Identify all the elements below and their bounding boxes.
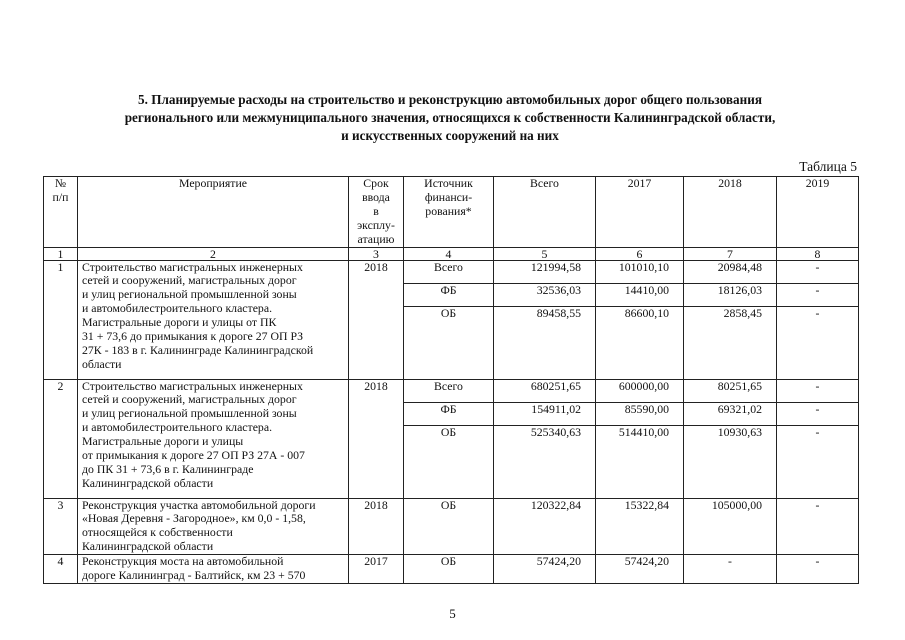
row-term: 2017 (349, 555, 404, 584)
header-2017: 2017 (596, 177, 684, 248)
row-source: ОБ (404, 498, 494, 555)
column-number: 8 (777, 247, 859, 260)
row-2019: - (777, 402, 859, 425)
desc-line: Магистральные дороги и улицы (82, 434, 244, 449)
row-2017: 57424,20 (596, 555, 684, 584)
table-caption: Таблица 5 (799, 159, 857, 174)
desc-line: и автомобилестроительного кластера. (82, 420, 273, 435)
desc-line: и улиц региональной промышленной зоны (82, 406, 297, 421)
row-2017: 85590,00 (596, 402, 684, 425)
heading-line: регионального или межмуниципального значения, относящихся к собственности Калининградской области, (124, 110, 776, 125)
row-source: ФБ (404, 402, 494, 425)
row-term: 2018 (349, 498, 404, 555)
desc-line: и улиц региональной промышленной зоны (82, 287, 297, 302)
desc-line: от примыкания к дороге 27 ОП РЗ 27А - 007 (82, 448, 305, 463)
row-description (78, 498, 349, 555)
row-number: 1 (44, 260, 78, 379)
desc-line: сетей и сооружений, магистральных дорог (82, 273, 297, 288)
heading-line: и искусственных сооружений на них (341, 128, 559, 143)
column-number: 3 (349, 247, 404, 260)
row-total: 121994,58 (494, 260, 596, 283)
expenses-table (43, 176, 859, 584)
column-number: 2 (78, 247, 349, 260)
header-term (349, 177, 404, 248)
header-source (404, 177, 494, 248)
header-text: в эксплу- (357, 203, 395, 232)
row-total: 89458,55 (494, 306, 596, 379)
document-heading (40, 91, 860, 145)
header-2018: 2018 (684, 177, 777, 248)
row-source: Всего (404, 379, 494, 402)
row-source: ОБ (404, 306, 494, 379)
desc-line: 31 + 73,6 до примыкания к дороге 27 ОП РЗ (82, 329, 304, 344)
row-source: ОБ (404, 425, 494, 498)
desc-line: области (82, 356, 122, 371)
desc-line: дороге Калининград - Балтийск, км 23 + 570 (82, 568, 306, 583)
table-row (44, 498, 859, 555)
desc-line: Калининградской области (82, 475, 214, 490)
table-row (44, 555, 859, 584)
column-number: 7 (684, 247, 777, 260)
row-2017: 15322,84 (596, 498, 684, 555)
row-2018: - (684, 555, 777, 584)
row-2018: 2858,45 (684, 306, 777, 379)
row-2019: - (777, 425, 859, 498)
header-text: ввода (362, 189, 390, 204)
row-2018: 20984,48 (684, 260, 777, 283)
header-event: Мероприятие (78, 177, 349, 248)
desc-line: Строительство магистральных инженерных (82, 378, 303, 393)
row-2019: - (777, 555, 859, 584)
header-2019: 2019 (777, 177, 859, 248)
column-number-row (44, 247, 859, 260)
row-2019: - (777, 283, 859, 306)
row-2017: 14410,00 (596, 283, 684, 306)
row-description (78, 260, 349, 379)
desc-line: Реконструкция участка автомобильной дороги (82, 497, 316, 512)
row-2019: - (777, 260, 859, 283)
row-description (78, 379, 349, 498)
row-2019: - (777, 498, 859, 555)
row-2018: 18126,03 (684, 283, 777, 306)
header-num (44, 177, 78, 248)
header-text: атацию (357, 231, 395, 246)
desc-line: Магистральные дороги и улицы от ПК (82, 315, 277, 330)
row-2019: - (777, 306, 859, 379)
row-2017: 86600,10 (596, 306, 684, 379)
header-text: Срок (363, 176, 389, 190)
desc-line: Калининградской области (82, 539, 214, 554)
row-2018: 10930,63 (684, 425, 777, 498)
row-total: 57424,20 (494, 555, 596, 584)
column-number: 6 (596, 247, 684, 260)
desc-line: до ПК 31 + 73,6 в г. Калининграде (82, 461, 254, 476)
row-number: 4 (44, 555, 78, 584)
header-total: Всего (494, 177, 596, 248)
row-total: 154911,02 (494, 402, 596, 425)
table-row (44, 260, 859, 283)
row-number: 3 (44, 498, 78, 555)
desc-line: «Новая Деревня - Загородное», км 0,0 - 1,58, (82, 511, 306, 526)
header-text: Источник (424, 176, 473, 190)
table-row (44, 379, 859, 402)
column-number: 5 (494, 247, 596, 260)
desc-line: Реконструкция моста на автомобильной (82, 554, 284, 569)
row-number: 2 (44, 379, 78, 498)
row-total: 680251,65 (494, 379, 596, 402)
header-text: финанси- (424, 189, 473, 204)
row-2017: 101010,10 (596, 260, 684, 283)
row-2018: 105000,00 (684, 498, 777, 555)
header-text: рования* (425, 203, 472, 218)
desc-line: относящейся к собственности (82, 525, 233, 540)
row-source: Всего (404, 260, 494, 283)
row-description (78, 555, 349, 584)
desc-line: 27К - 183 в г. Калининграде Калининградской (82, 342, 314, 357)
row-source: ОБ (404, 555, 494, 584)
row-2018: 80251,65 (684, 379, 777, 402)
header-text: п/п (52, 189, 69, 204)
row-2017: 514410,00 (596, 425, 684, 498)
row-term: 2018 (349, 379, 404, 498)
row-2017: 600000,00 (596, 379, 684, 402)
page-number: 5 (449, 606, 456, 621)
header-row (44, 177, 859, 248)
row-total: 32536,03 (494, 283, 596, 306)
desc-line: сетей и сооружений, магистральных дорог (82, 392, 297, 407)
row-total: 120322,84 (494, 498, 596, 555)
row-2018: 69321,02 (684, 402, 777, 425)
column-number: 4 (404, 247, 494, 260)
desc-line: и автомобилестроительного кластера. (82, 301, 273, 316)
heading-line: 5. Планируемые расходы на строительство и реконструкцию автомобильных дорог общего пользования (138, 92, 762, 107)
desc-line: Строительство магистральных инженерных (82, 259, 303, 274)
row-2019: - (777, 379, 859, 402)
header-text: № (54, 176, 67, 190)
row-term: 2018 (349, 260, 404, 379)
column-number: 1 (44, 247, 78, 260)
row-source: ФБ (404, 283, 494, 306)
row-total: 525340,63 (494, 425, 596, 498)
